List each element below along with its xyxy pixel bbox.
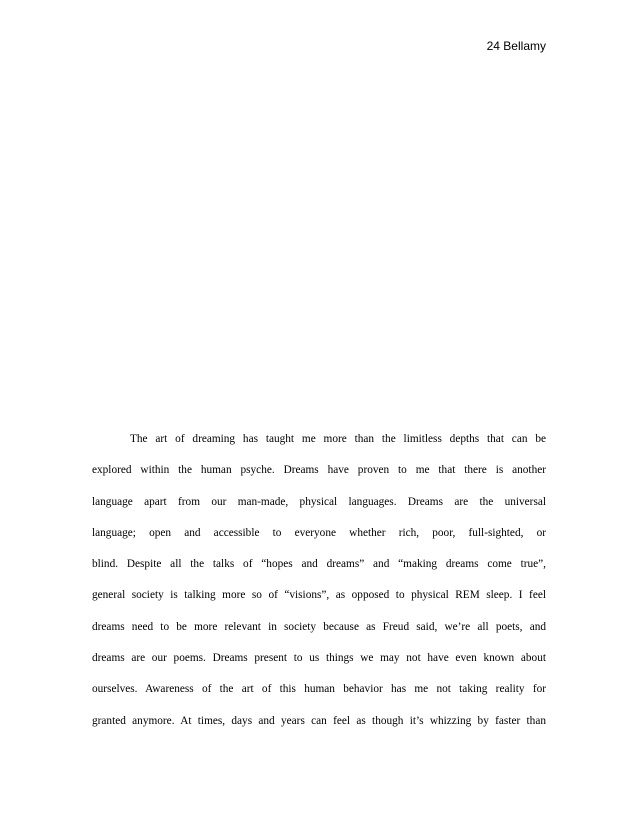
paragraph-line: general society is talking more so of “visions”, as opposed to physical REM sleep. I feel — [92, 589, 546, 602]
running-head: 24 Bellamy — [486, 39, 546, 53]
paragraph-line: language; open and accessible to everyone whether rich, poor, full-sighted, or — [92, 526, 546, 539]
paragraph-line: explored within the human psyche. Dreams have proven to me that there is another — [92, 464, 546, 477]
paragraph-line: The art of dreaming has taught me more than the limitless depths that can be — [130, 433, 546, 445]
paragraph-line: granted anymore. At times, days and years can feel as though it’s whizzing by faster than — [92, 714, 546, 727]
paragraph-line: dreams need to be more relevant in society because as Freud said, we’re all poets, and — [92, 620, 546, 633]
paragraph-line: language apart from our man-made, physical languages. Dreams are the universal — [92, 495, 546, 508]
body-paragraph — [92, 424, 546, 737]
paragraph-line: blind. Despite all the talks of “hopes and dreams” and “making dreams come true”, — [92, 558, 546, 571]
paragraph-line: ourselves. Awareness of the art of this human behavior has me not taking reality for — [92, 683, 546, 696]
paragraph-line: dreams are our poems. Dreams present to us things we may not have even known about — [92, 652, 546, 665]
